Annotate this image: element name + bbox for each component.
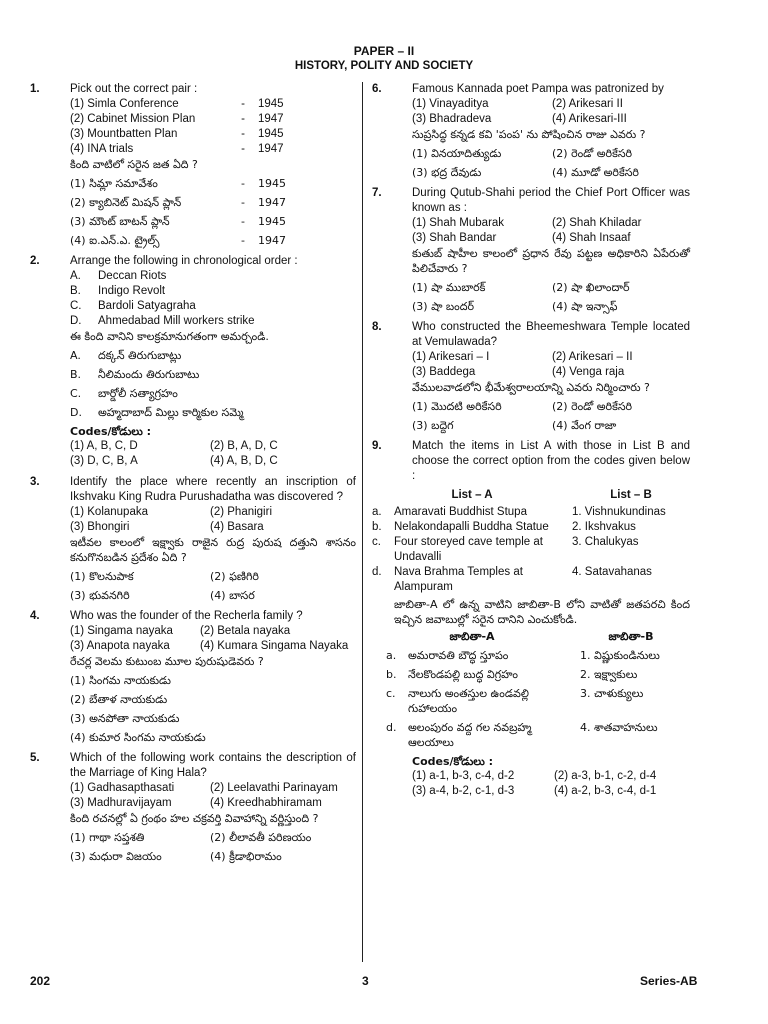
match-row: b. Nelakondapalli Buddha Statue 2. Ikshvakus <box>372 521 636 533</box>
answer-options: (1) Shah Mubarak (2) Shah Khiladar <box>412 217 642 229</box>
question-number: 1. <box>30 83 40 95</box>
match-row: d. Nava Brahma Temples at Alampuram 4. Satavahanas <box>372 566 652 593</box>
answer-options: (1) షా ముబారక్ (2) షా ఖిలాందార్ <box>412 281 630 294</box>
answer-options: (1) Gadhasapthasati (2) Leelavathi Parinayam <box>70 782 338 794</box>
pair-list <box>70 97 356 157</box>
answer-options: (1) గాథా సప్తశతి (2) లీలావతీ పరిణయం <box>70 831 312 844</box>
answer-options: (3) Bhongiri (4) Basara <box>70 521 264 533</box>
telugu-pair-list <box>70 176 356 248</box>
answer-options: (3) a-4, b-2, c-1, d-3 (4) a-2, b-3, c-4, d-1 <box>412 785 657 797</box>
question-number: 7. <box>372 187 382 199</box>
list-item: C. బార్డోలీ సత్యాగ్రహం <box>70 387 178 400</box>
answer-option: (1) సింగమ నాయకుడు <box>70 674 171 687</box>
answer-options: (3) D, C, B, A (4) A, B, D, C <box>70 455 278 467</box>
list-item: A. Deccan Riots <box>70 270 167 282</box>
pair-row: (3) మౌంట్ బాటన్ ప్లాన్ - 1945 <box>70 215 286 228</box>
match-row: c. Four storeyed cave temple at Undavalli 3. Chalukyas <box>372 536 639 563</box>
question-number: 2. <box>30 255 40 267</box>
telugu-question-text: వేములవాడలోని భీమేశ్వరాలయాన్ని ఎవరు నిర్మించారు ? <box>412 381 650 394</box>
question-3 <box>30 475 356 603</box>
answer-options: (3) Baddega (4) Venga raja <box>412 366 625 378</box>
question-text: Who was the founder of the Recherla family ? <box>70 610 303 622</box>
pair-row: (2) క్యాబినెట్ మిషన్ ప్లాన్ - 1947 <box>70 196 286 209</box>
question-2 <box>30 254 356 469</box>
question-9 <box>372 439 690 484</box>
answer-options: (1) A, B, C, D (2) B, A, D, C <box>70 440 278 452</box>
question-text: Pick out the correct pair : <box>70 83 198 95</box>
match-row: c. నాలుగు అంతస్తుల ఉండవల్లి గుహాలయం 3. చాళుక్యులు <box>386 687 644 715</box>
question-text: Famous Kannada poet Pampa was patronized by <box>412 83 664 95</box>
answer-options: (3) Shah Bandar (4) Shah Insaaf <box>412 232 631 244</box>
list-header: జాబితా-A జాబితా-B <box>449 630 654 643</box>
page-header <box>0 44 768 74</box>
question-text: Match the items in List A with those in List B and choose the correct option from the codes given below : <box>412 440 690 482</box>
question-number: 4. <box>30 610 40 622</box>
left-column <box>30 82 356 870</box>
pair-row: (1) సిమ్లా సమావేశం - 1945 <box>70 177 286 190</box>
answer-options: (3) బద్దెగ (4) వేంగ రాజా <box>412 419 617 432</box>
question-number: 3. <box>30 476 40 488</box>
pair-row: (1) Simla Conference - 1945 <box>70 98 284 110</box>
question-number: 9. <box>372 440 382 452</box>
pair-row: (4) INA trials - 1947 <box>70 143 284 155</box>
answer-option: (4) కుమార సింగమ నాయకుడు <box>70 731 206 744</box>
answer-options: (3) మధురా విజయం (4) క్రీడాభిరామం <box>70 850 282 863</box>
match-row: a. అమరావతి బౌద్ధ స్తూపం 1. విష్ణుకుండినులు <box>386 649 660 662</box>
question-text: During Qutub-Shahi period the Chief Port Officer was known as : <box>412 187 690 214</box>
match-table <box>372 488 690 799</box>
answer-options: (1) Arikesari – I (2) Arikesari – II <box>412 351 633 363</box>
list-item: C. Bardoli Satyagraha <box>70 300 196 312</box>
question-1 <box>30 82 356 248</box>
answer-option: (3) అనపోతా నాయకుడు <box>70 712 180 725</box>
telugu-question-text: ఇటీవల కాలంలో ఇక్ష్వాకు రాజైన రుద్ర పురుష దత్తుని శాసనం కనుగొనబడిన ప్రదేశం ఏది ? <box>70 536 356 564</box>
telugu-question-text: సుప్రసిద్ధ కన్నడ కవి 'పంప' ను పోషించిన రాజు ఎవరు ? <box>412 128 646 141</box>
question-text: Who constructed the Bheemeshwara Temple located at Vemulawada? <box>412 321 690 348</box>
question-text: Arrange the following in chronological order : <box>70 255 298 267</box>
pair-row: (2) Cabinet Mission Plan - 1947 <box>70 113 284 125</box>
answer-options: (3) భువనగిరి (4) బాసర <box>70 589 255 602</box>
column-divider <box>362 82 363 962</box>
answer-options: (1) Kolanupaka (2) Phanigiri <box>70 506 272 518</box>
pair-row: (4) ఐ.ఎన్.ఎ. ట్రైల్స్ - 1947 <box>70 234 286 247</box>
question-7 <box>372 186 690 314</box>
answer-options: (1) మొదటి అరికేసరి (2) రెండో అరికేసరి <box>412 400 633 413</box>
question-number: 8. <box>372 321 382 333</box>
list-header: List – A List – B <box>451 489 652 501</box>
list-item: D. Ahmedabad Mill workers strike <box>70 315 255 327</box>
list-item: B. Indigo Revolt <box>70 285 166 297</box>
answer-options: (1) a-1, b-3, c-4, d-2 (2) a-3, b-1, c-2, d-4 <box>412 770 657 782</box>
list-item: A. దక్కన్ తిరుగుబాట్లు <box>70 349 182 362</box>
question-8 <box>372 320 690 433</box>
telugu-question-text: ఈ కింది వానిని కాలక్రమానుగతంగా అమర్చండి. <box>70 330 269 343</box>
subject-title: HISTORY, POLITY AND SOCIETY <box>294 60 474 72</box>
list-item: D. అహ్మదాబాద్ మిల్లు కార్మికుల సమ్మె <box>70 406 244 419</box>
answer-options: (1) Vinayaditya (2) Arikesari II <box>412 98 623 110</box>
answer-option: (2) బేతాళ నాయకుడు <box>70 693 168 706</box>
series-label: Series-AB <box>640 974 698 988</box>
question-text: Which of the following work contains the description of the Marriage of King Hala? <box>70 752 356 779</box>
answer-options: (1) Singama nayaka (2) Betala nayaka <box>70 625 291 637</box>
match-row: b. నేలకొండపల్లి బుద్ధ విగ్రహం 2. ఇక్ష్వాకులు <box>386 668 638 681</box>
page-number: 3 <box>362 974 369 988</box>
telugu-question-text: రేచర్ల వెలమ కుటుంబ మూల పురుషుడెవరు ? <box>70 655 264 668</box>
answer-options: (1) కొలనుపాక (2) ఫణిగిరి <box>70 570 259 583</box>
answer-options: (3) Madhuravijayam (4) Kreedhabhiramam <box>70 797 322 809</box>
telugu-question-text: కింది రచనల్లో ఏ గ్రంథం హల చక్రవర్తి వివాహాన్ని వర్ణిస్తుంది ? <box>70 812 319 825</box>
question-number: 5. <box>30 752 40 764</box>
codes-label: Codes/కోడులు : <box>70 425 152 438</box>
question-4 <box>30 609 356 745</box>
match-row: a. Amaravati Buddhist Stupa 1. Vishnukundinas <box>372 506 666 518</box>
paper-code: 202 <box>30 974 51 988</box>
pair-row: (3) Mountbatten Plan - 1945 <box>70 128 284 140</box>
question-text: Identify the place where recently an inscription of Ikshvaku King Rudra Purushadatha was discovered ? <box>70 476 356 503</box>
answer-options: (3) షా బందర్ (4) షా ఇన్సాఫ్ <box>412 300 618 313</box>
answer-options: (1) వినయాదిత్యుడు (2) రెండో అరికేసరి <box>412 147 633 160</box>
answer-options: (3) Bhadradeva (4) Arikesari-III <box>412 113 627 125</box>
paper-title: PAPER – II <box>353 44 415 58</box>
telugu-question-text: కుతుబ్ షాహీల కాలంలో ప్రధాన రేవు పట్టణ అధికారిని ఏపేరుతో పిలిచేవారు ? <box>412 247 690 275</box>
match-row: d. అలంపురం వద్ద గల నవబ్రహ్మ ఆలయాలు 4. శాతవాహనులు <box>386 721 658 749</box>
question-6 <box>372 82 690 180</box>
answer-options: (3) Anapota nayaka (4) Kumara Singama Nayaka <box>70 640 349 652</box>
answer-options: (3) భద్ర దేవుడు (4) మూడో అరికేసరి <box>412 166 639 179</box>
question-5 <box>30 751 356 864</box>
telugu-question-text: కింది వాటిలో సరైన జత ఏది ? <box>70 158 198 171</box>
question-number: 6. <box>372 83 382 95</box>
codes-label: Codes/కోడులు : <box>412 755 494 768</box>
list-item: B. నీలిమందు తిరుగుబాటు <box>70 368 200 381</box>
right-column <box>372 82 690 799</box>
telugu-question-text: జాబితా-A లో ఉన్న వాటిని జాబితా-B లోని వాటితో జతపరచి కింద ఇచ్చిన జవాబుల్లో సరైన దానిని ఎంచుకోండి. <box>394 598 690 626</box>
